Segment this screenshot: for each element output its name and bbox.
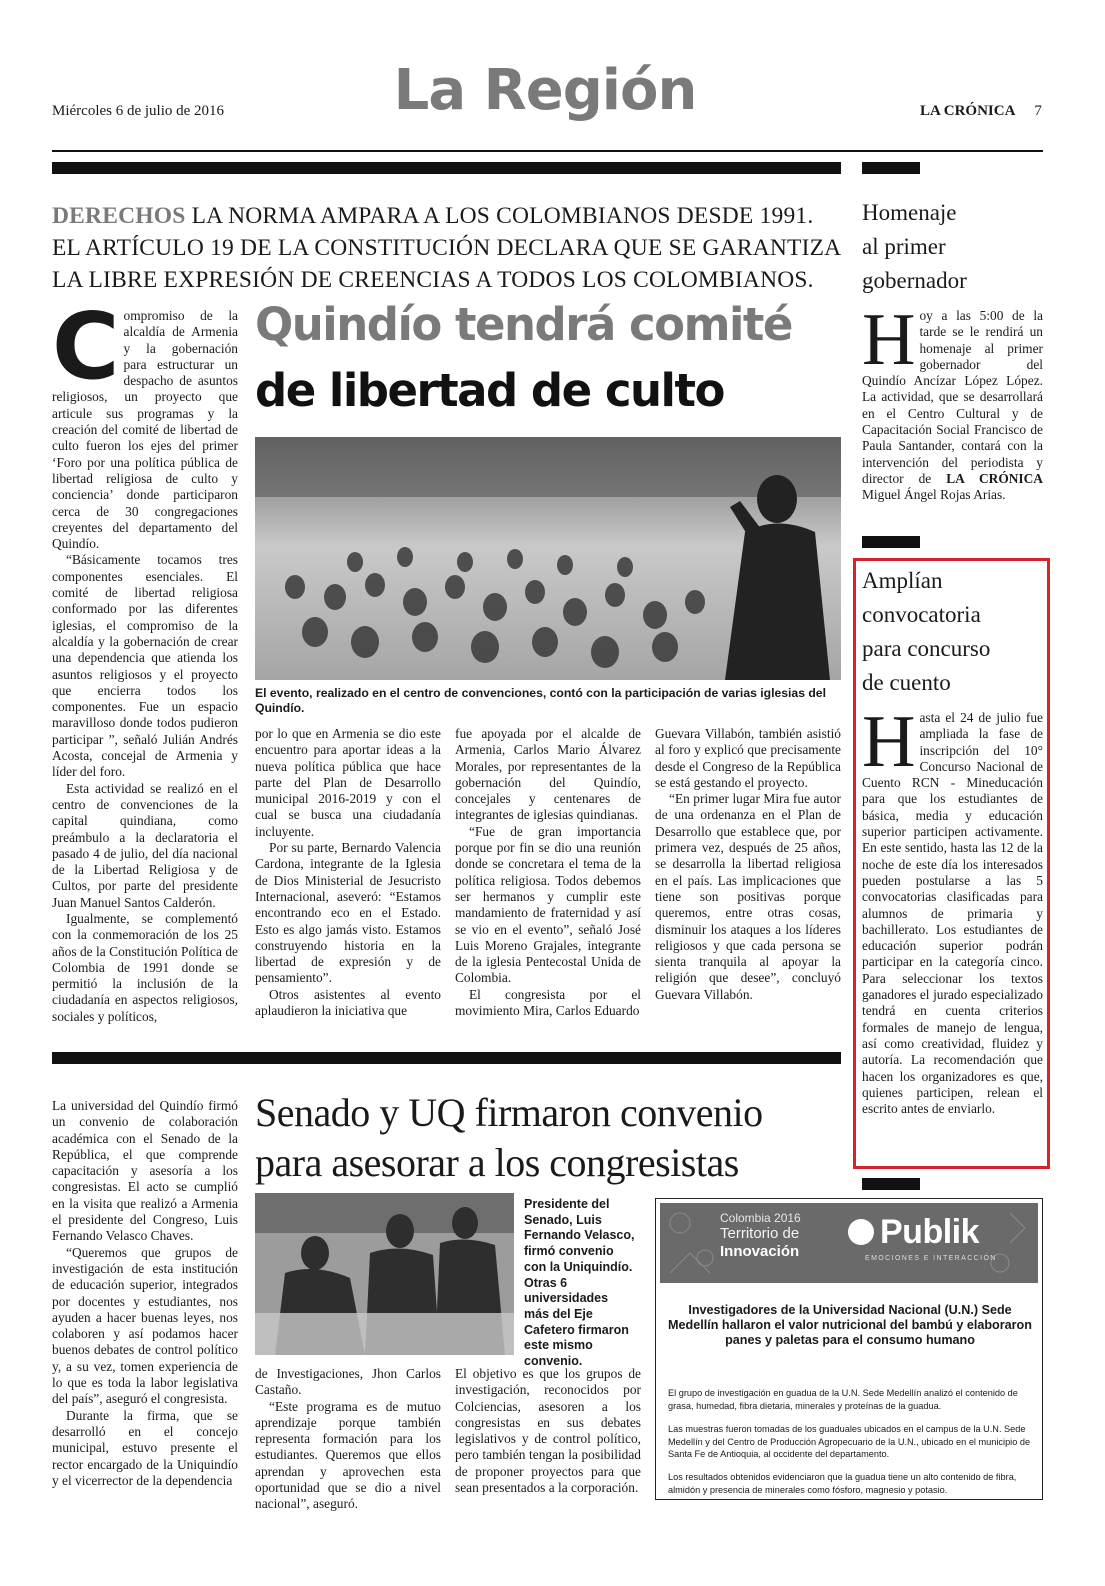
- signing-illustration: [255, 1193, 514, 1355]
- second-headline-2: para asesorar a los congresistas: [255, 1140, 739, 1185]
- ad-banner-line-1: Colombia 2016: [720, 1211, 801, 1225]
- section-divider: [52, 1052, 841, 1064]
- masthead-paper: [920, 103, 1042, 120]
- ad-pattern: [660, 1203, 1038, 1283]
- main-story-col-3: [455, 726, 641, 1036]
- text-a: oy a las 5:00 de la tarde se le rendirá un homenaje al primer gobernador del Quindío Ancízar López López. La actividad, que se desarrollará en el Centro Cultural y de Capacitación Social Francisco de Paula Santander, contará con la intervención del periodista y director de: [862, 308, 1043, 486]
- main-headline-1: Quindío tendrá comité: [255, 298, 792, 351]
- photo-caption: El evento, realizado en el centro de convenciones, contó con la participación de varias iglesias del Quindío.: [255, 686, 826, 715]
- sidebar-1-body: [862, 299, 1043, 508]
- paragraph: “Este programa es de mutuo aprendizaje porque también representa formación para los estudiantes. Queremos que ellos aprendan y aprovechen esta oportunidad que se dio a nivel nacional”, aseguró.: [255, 1398, 441, 1512]
- second-story-col-1: [52, 1098, 238, 1528]
- sidebar-2-body: [862, 701, 1043, 1162]
- ad-paragraph-2: Las muestras fueron tomadas de los guaduales ubicados en el campus de la U.N. Sede Medellín y del Centro de Producción Agropecuario de la U.N., ubicado en el municipio de Santa Fe de Antioquia, al occidente del departamento.: [668, 1424, 1031, 1459]
- paragraph: fue apoyada por el alcalde de Armenia, Carlos Mario Álvarez Morales, por representantes de la gobernación del Quindío, concejales y centenares de integrantes de iglesias quindianas.: [455, 726, 641, 823]
- event-photo: [255, 437, 841, 680]
- sidebar-1-headline: [862, 196, 967, 298]
- header-date: Miércoles 6 de julio de 2016: [52, 103, 225, 119]
- publik-logo-icon: [848, 1219, 874, 1245]
- headline-line: convocatoria: [862, 602, 981, 627]
- ad-paragraph-3: Los resultados obtenidos evidenciaron que la guadua tiene un alto contenido de fibra, almidón y presencia de minerales como fósforo, magnesio y potasio.: [668, 1472, 1017, 1495]
- headline-line: de cuento: [862, 670, 951, 695]
- second-story-col-3: [455, 1366, 641, 1531]
- main-headline-2: de libertad de culto: [255, 364, 724, 417]
- paragraph: “Queremos que grupos de investigación de esta institución de educación superior, integrados por docentes y estudiantes, nos ayuden a hacer buenas leyes, nos colaboren y así podamos hacer buenos debates de control político y, a su vez, tomen experiencia de lo que es toda la labor legislativa del país”, aseguró el congresista.: [52, 1244, 238, 1407]
- paragraph: El objetivo es que los grupos de investigación, reconocidos por Colciencias, asesoren a los congresistas en sus debates legislativos y de control político, pero también tengan la posibilidad de proponer proyectos para que sean presentados a la corporación.: [455, 1366, 641, 1496]
- headline-line: Homenaje: [862, 200, 957, 225]
- paragraph: La universidad del Quindío firmó un convenio de colaboración académica con el Senado de la República, el que comprende capacitación y asesoría a los congresistas. El acto se cumplió en la visita que realizó a Armenia el presidente del Congreso, Luis Fernando Velasco Chaves.: [52, 1098, 238, 1244]
- ad-brand-tag: EMOCIONES E INTERACCIÓN: [865, 1255, 997, 1262]
- paragraph: asta el 24 de julio fue ampliada la fase de inscripción del 10° Concurso Nacional de Cuento RCN - Mineducación para que los estudiantes de básica, media y educación superior participen activamente. En este sentido, hasta las 12 de la noche de este día los interesados pueden postularse a las 5 convocatorias clasificadas para alumnos de primaria y bachillerato. Los estudiantes de educación superior podrán participar en la categoría cinco. Para seleccionar los textos ganadores el jurado especializado tendrá en cuenta criterios formales de manejo de lengua, así como creatividad, fluidez y autoría. La recomendación que hacen los organizadores es que, quienes participen, relean el escrito antes de enviarlo.: [862, 710, 1043, 1117]
- page-number: 7: [1034, 103, 1042, 119]
- sidebar-2-headline: [862, 564, 990, 700]
- headline-line: al primer: [862, 234, 946, 259]
- paragraph: Durante la firma, que se desarrolló en el concejo municipal, estuvo presente el rector encargado de la Uniquindío y el vicerrector de la dependencia: [52, 1407, 238, 1488]
- sidebar-rule-top: [862, 162, 920, 174]
- text-b: Miguel Ángel Rojas Arias.: [862, 487, 1006, 503]
- main-story-col-1: [52, 293, 238, 1033]
- second-headline-1: Senado y UQ firmaron convenio: [255, 1090, 763, 1135]
- dropcap: H: [862, 299, 916, 381]
- signing-photo: [255, 1193, 514, 1355]
- paragraph: Por su parte, Bernardo Valencia Cardona, integrante de la Iglesia de Dios Ministerial de Jesucristo Internacional, aseveró: “Estamos encontrando eco en el Estado. Esto es algo jamás visto. Estamos construyendo historia en la libertad de expresión y de pensamiento”.: [255, 840, 441, 986]
- kicker-line-2: EL ARTÍCULO 19 DE LA CONSTITUCIÓN DECLARA QUE SE GARANTIZA: [52, 235, 842, 261]
- dropcap: C: [52, 293, 120, 400]
- sidebar-rule: [862, 536, 920, 548]
- signing-caption: Presidente del Senado, Luis Fernando Velasco, firmó convenio con la Uniquindío. Otras 6 universidades más del Eje Cafetero firmaron este mismo convenio.: [524, 1197, 635, 1369]
- paragraph: Esta actividad se realizó en el centro de convenciones de la capital quindiana, como preámbulo a la declaratoria el pasado 4 de julio, del día nacional de la Libertad Religiosa y de Cultos, por parte del presidente Juan Manuel Santos Calderón.: [52, 780, 238, 910]
- ad-banner-line-2: Territorio de: [720, 1225, 800, 1242]
- kicker-text-1: LA NORMA AMPARA A LOS COLOMBIANOS DESDE 1991.: [185, 203, 814, 229]
- paragraph: por lo que en Armenia se dio este encuentro para aportar ideas a la nueva política pública que hace parte del Plan de Desarrollo municipal 2016-2019 y con el cual se busca una ciudadanía incluyente.: [255, 726, 441, 839]
- paragraph: “En primer lugar Mira fue autor de una ordenanza en el Plan de Desarrollo que establece que, por primera vez, después de 25 años, se desarrolla la libertad religiosa en el país. Las implicaciones que tiene son positivas porque queremos, entre otras cosas, disminuir los ataques a los líderes religiosos y que cada persona se sienta tranquila al apoyar la religión que desee”, concluyó Guevara Villabón.: [655, 791, 841, 1002]
- paragraph: Igualmente, se complementó con la conmemoración de los 25 años de la Constitución Política de Colombia de 1991 donde se permitió la inclusión de la ciudadanía en aspectos religiosos, sociales y políticos,: [52, 910, 238, 1024]
- kicker-tag: DERECHOS: [52, 203, 186, 229]
- paragraph: ompromiso de la alcaldía de Armenia y la gobernación para estructurar un despacho de asuntos religiosos, un proyecto que articule sus programas y la creación del comité de libertad de culto fueron los ejes del primer ‘Foro por una política pública de libertad religiosa de culto y conciencia’ donde participaron cerca de 30 congregaciones creyentes del departamento del Quindío.: [52, 308, 238, 552]
- sidebar-rule: [862, 1178, 920, 1190]
- paragraph: “Fue de gran importancia porque por fin se dio una reunión donde se concretara el tema de la política religiosa. Todos debemos ser hermanos y cumplir este mandamiento de fraternidad y así se vio en el evento”, señaló José Luis Moreno Grajales, integrante de la iglesia Pentecostal Unida de Colombia.: [455, 823, 641, 986]
- paper-name: LA CRÓNICA: [920, 103, 1015, 119]
- paragraph: Guevara Villabón, también asistió al foro y explicó que precisamente desde el Congreso de la República se está gestando el proyecto.: [655, 726, 841, 790]
- kicker-line-1: [52, 200, 842, 232]
- paragraph: Otros asistentes al evento aplaudieron la iniciativa que: [255, 986, 441, 1019]
- paragraph: El congresista por el movimiento Mira, Carlos Eduardo: [455, 986, 641, 1019]
- kicker-line-3: LA LIBRE EXPRESIÓN DE CREENCIAS A TODOS LOS COLOMBIANOS.: [52, 267, 814, 293]
- headline-line: Amplían: [862, 568, 943, 593]
- ad-banner: [660, 1203, 1038, 1283]
- second-story-col-2: [255, 1366, 441, 1531]
- headline-line: gobernador: [862, 268, 967, 293]
- headline-line: para concurso: [862, 636, 991, 661]
- kicker: [52, 200, 842, 296]
- paragraph: de Investigaciones, Jhon Carlos Castaño.: [255, 1366, 441, 1398]
- second-headline: [255, 1088, 763, 1188]
- publik-ad[interactable]: [655, 1198, 1043, 1500]
- audience-illustration: [255, 437, 841, 680]
- ad-brand: Publik: [880, 1213, 980, 1251]
- paper-name: LA CRÓNICA: [946, 470, 1043, 486]
- dropcap: H: [862, 701, 916, 783]
- ad-paragraph-1: El grupo de investigación en guadua de la U.N. Sede Medellín analizó el contenido de grasa, humedad, fibra dietaria, minerales y proteínas de la guadua.: [668, 1388, 1018, 1411]
- main-story-col-4: [655, 726, 841, 1036]
- main-story-col-2: [255, 726, 441, 1036]
- section-title: La Región: [393, 58, 697, 123]
- paragraph: “Básicamente tocamos tres componentes esenciales. El comité de libertad religiosa conformado por las diferentes iglesias, el compromiso de la alcaldía y la gobernación de crear una dependencia que atienda los asuntos religiosos y el proyecto que encierra todos los componentes. Fue un espacio maravilloso donde todos pudieron participar ”, señaló Julián Andrés Acosta, concejal de Armenia y líder del foro.: [52, 552, 238, 780]
- header-rule: [52, 150, 1043, 152]
- ad-title: Investigadores de la Universidad Nacional (U.N.) Sede Medellín hallaron el valor nutricional del bambú y elaboraron panes y paletas para el consumo humano: [668, 1303, 1032, 1347]
- ad-banner-line-3: Innovación: [720, 1243, 800, 1260]
- header-rule-thick: [52, 162, 841, 174]
